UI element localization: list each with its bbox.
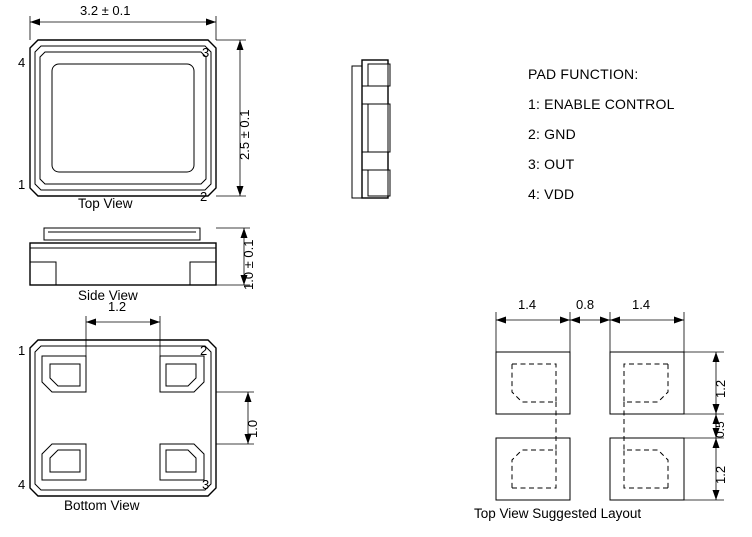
dim-side-height: 1.0 ± 0.1	[241, 239, 256, 290]
dim-layout-gap: 0.8	[576, 297, 595, 312]
dim-top-width: 3.2 ± 0.1	[80, 3, 131, 18]
dim-layout-top-height: 1.2	[713, 379, 728, 398]
dim-bottom-pad-height: 1.0	[245, 419, 260, 438]
pad-function-item-2: 2: GND	[528, 126, 576, 142]
top-pin-2: 2	[200, 189, 208, 204]
dim-bottom-pitch: 1.2	[108, 299, 127, 314]
caption-side-view: Side View	[78, 288, 138, 303]
bottom-pin-1: 1	[18, 343, 26, 358]
pad-function-heading: PAD FUNCTION:	[528, 66, 639, 82]
dim-top-height: 2.5 ± 0.1	[237, 109, 252, 160]
dim-layout-right-width: 1.4	[632, 297, 651, 312]
dim-layout-left-width: 1.4	[518, 297, 537, 312]
bottom-pin-4: 4	[18, 477, 26, 492]
top-pin-4: 4	[18, 55, 26, 70]
top-pin-1: 1	[18, 177, 26, 192]
bottom-pin-3: 3	[202, 477, 210, 492]
dim-layout-bottom-height: 1.2	[713, 465, 728, 484]
dim-layout-vertical-gap: 0.5	[713, 421, 727, 438]
caption-suggested-layout: Top View Suggested Layout	[474, 506, 642, 521]
pad-function-item-1: 1: ENABLE CONTROL	[528, 96, 675, 112]
caption-bottom-view: Bottom View	[64, 498, 140, 513]
pad-function-item-4: 4: VDD	[528, 186, 575, 202]
caption-top-view: Top View	[78, 196, 133, 211]
pad-function-item-3: 3: OUT	[528, 156, 575, 172]
top-pin-3: 3	[202, 45, 210, 60]
bottom-pin-2: 2	[200, 343, 208, 358]
